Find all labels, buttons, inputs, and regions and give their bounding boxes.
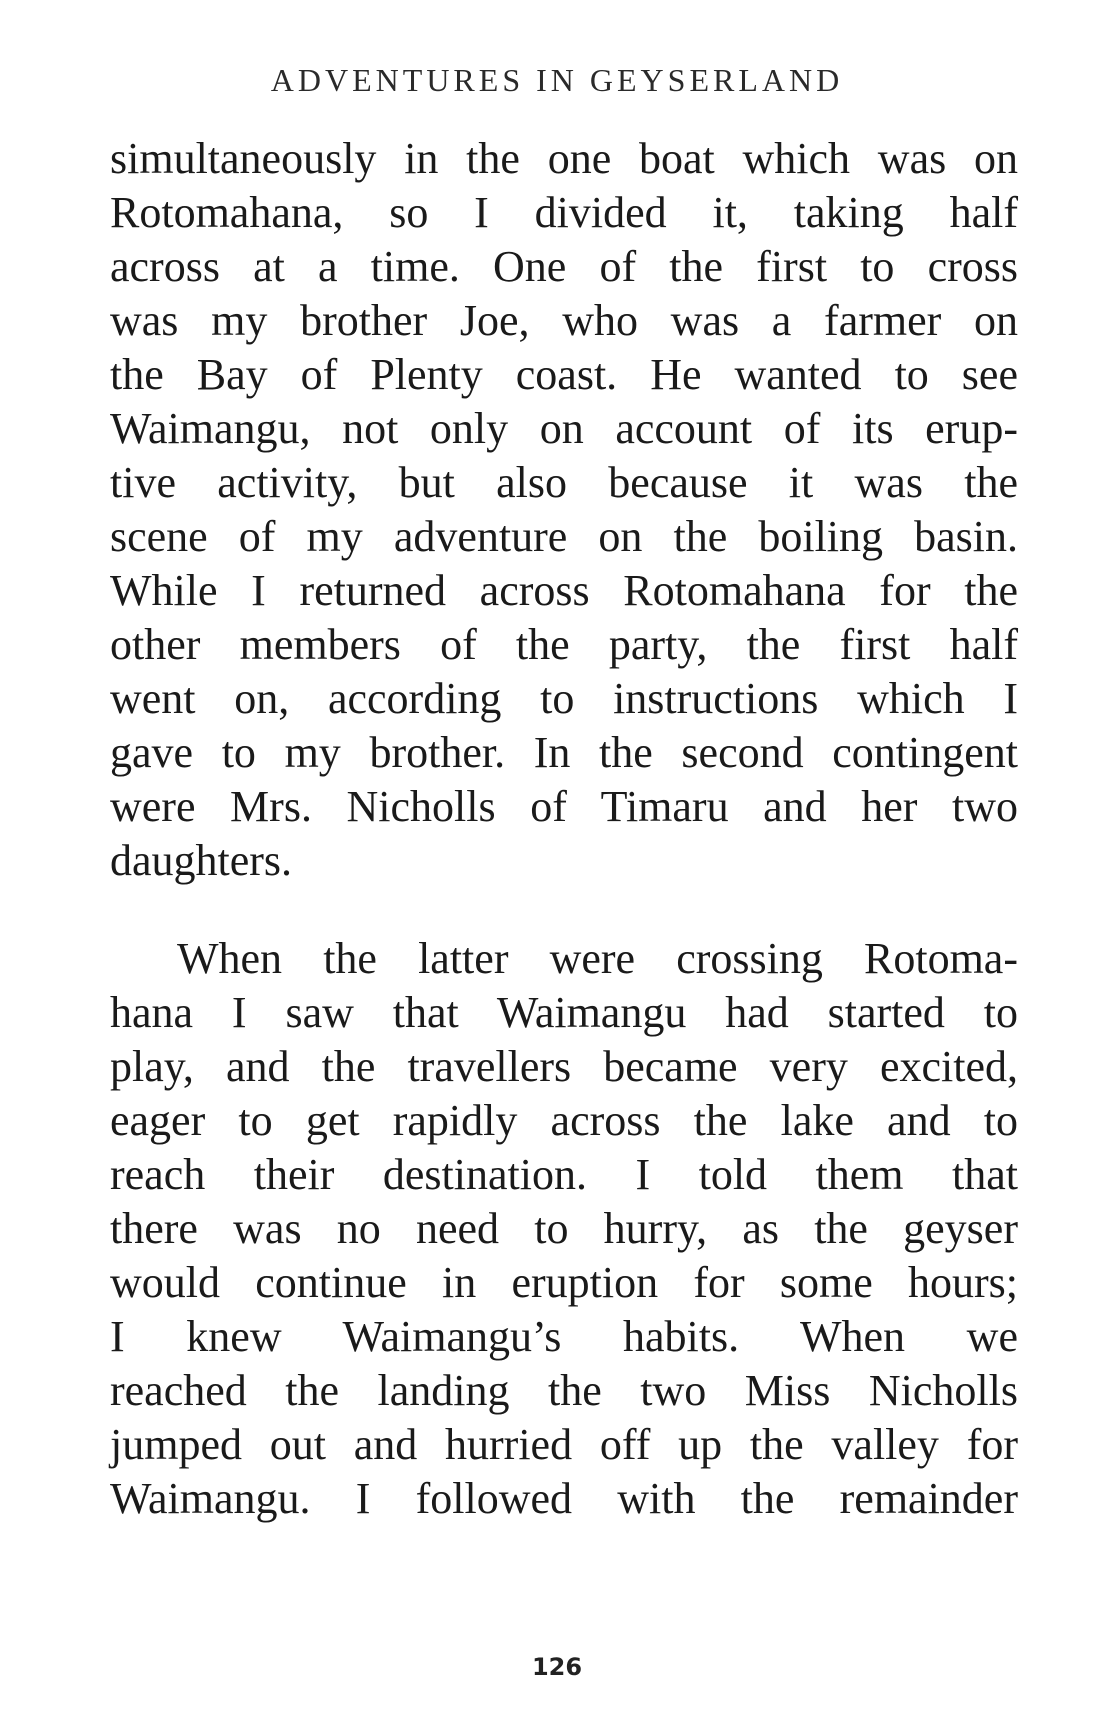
text-line: were Mrs. Nicholls of Timaru and her two — [110, 782, 1018, 831]
text-line: daughters. — [110, 836, 293, 885]
text-line: While I returned across Rotomahana for the — [110, 566, 1018, 615]
running-title: ADVENTURES IN GEYSERLAND — [270, 62, 844, 98]
text-line: the Bay of Plenty coast. He wanted to see — [110, 350, 1018, 399]
text-line: Rotomahana, so I divided it, taking half — [110, 188, 1018, 237]
text-line: other members of the party, the first half — [110, 620, 1018, 669]
text-line: Waimangu, not only on account of its erup- — [110, 404, 1018, 453]
text-line: tive activity, but also because it was the — [110, 458, 1018, 507]
text-line: would continue in eruption for some hours; — [110, 1258, 1018, 1307]
text-line: play, and the travellers became very excited, — [110, 1042, 1018, 1091]
text-line: went on, according to instructions which I — [110, 674, 1018, 723]
text-line: gave to my brother. In the second contingent — [110, 728, 1018, 777]
text-line: scene of my adventure on the boiling basin. — [110, 512, 1018, 561]
text-line: When the latter were crossing Rotoma- — [177, 934, 1018, 983]
text-line: hana I saw that Waimangu had started to — [110, 988, 1018, 1037]
text-line: jumped out and hurried off up the valley for — [110, 1420, 1018, 1469]
paragraph-1 — [110, 132, 1018, 888]
text-line: across at a time. One of the first to cross — [110, 242, 1018, 291]
text-line: simultaneously in the one boat which was on — [110, 134, 1018, 183]
text-line: I knew Waimangu’s habits. When we — [110, 1312, 1018, 1361]
paragraph-2 — [110, 932, 1018, 1526]
text-line: Waimangu. I followed with the remainder — [110, 1474, 1018, 1523]
text-line: eager to get rapidly across the lake and to — [110, 1096, 1018, 1145]
text-line: was my brother Joe, who was a farmer on — [110, 296, 1018, 345]
page-number: 126 — [531, 1653, 583, 1681]
text-line: reached the landing the two Miss Nicholls — [110, 1366, 1018, 1415]
text-line: there was no need to hurry, as the geyser — [110, 1204, 1018, 1253]
text-line: reach their destination. I told them that — [110, 1150, 1018, 1199]
